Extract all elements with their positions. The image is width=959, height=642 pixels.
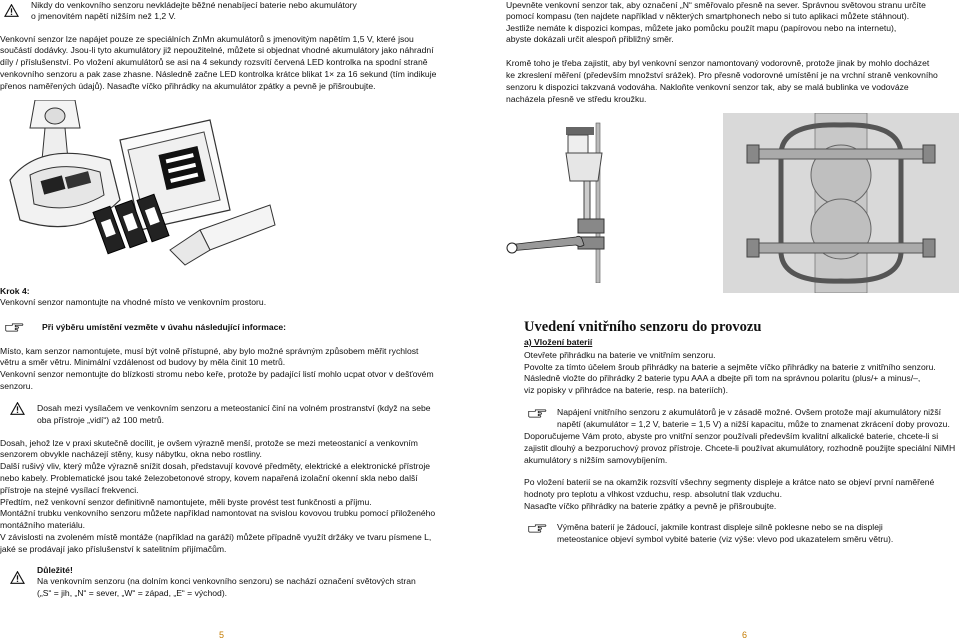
range-body-line6: Předtím, než venkovní senzor definitivně namontujete, měli byste provést test funkčnosti a příjmu. [0, 497, 372, 507]
page-number-right: 6 [742, 630, 748, 640]
recommend-line2: zajistit dlouhý a bezporuchový provoz přístroje. Chcete-li používat akumulátory, rozhodně použijte speciální NiMH [524, 443, 956, 453]
important-line1: Na venkovním senzoru (na dolním konci venkovního senzoru) se nachází označení světových stran [37, 576, 416, 586]
info-hand-icon [528, 408, 547, 419]
range-note-line2: oba přístroje „vidí“) až 100 metrů. [37, 415, 165, 425]
top-line3: Jestliže nemáte k dispozici kompas, můžete jako pomůcku použít mapu (papírovou nebo na internetu), [506, 23, 897, 33]
caption-title: Krok 4: [0, 286, 30, 296]
level-line3: senzoru k dispozici takzvaná vodováha. Nakloňte venkovní senzor tak, aby se malá bublinka ve vodováze [506, 82, 909, 92]
recommend-line3: akumulátory s nižším samovybíjením. [524, 455, 668, 465]
intro-line5: přenos naměřených údajů). Nasaďte víčko přihrádky na akumulátor zpátky a pevně je přišroubujte. [0, 81, 376, 91]
range-body-line1: Dosah, jehož lze v praxi skutečně docílit, je ovšem výrazně menší, protože se mezi meteostanicí a venkovním [0, 438, 418, 448]
replace-line1: Výměna baterií je žádoucí, jakmile kontrast displeje silně poklesne nebo se na displeji [557, 522, 883, 532]
recommend-line1: Doporučujeme Vám proto, abyste pro vnitřní senzor používali především kvalitní alkalické baterie, chcete-li si [524, 431, 939, 441]
placement-line4: senzoru. [0, 381, 33, 391]
page-right [506, 0, 959, 642]
page-left [0, 0, 458, 642]
info-hand-icon [528, 523, 547, 534]
battery-line1: Otevřete přihrádku na baterie ve vnitřním senzoru. [524, 350, 716, 360]
intro-line4: venkovního senzoru a pak zase zhasne. Následně začne LED kontrolka krátce blikat 1× za 16 sekund (tím indikuje [0, 69, 437, 79]
intro-line2: součástí dodávky. Jsou-li tyto akumulátory již nepoužitelné, můžete si objednat vhodné akumulátory jako náhradní [0, 45, 434, 55]
intro-line3: díly / příslušenství. Po vložení akumulátorů se asi na 4 sekundy rozsvítí červená LED kontrolka na spodní straně [0, 57, 428, 67]
top-line4: abyste dokázali určit alespoň přibližný směr. [506, 34, 674, 44]
bracket-detail-illustration [723, 113, 959, 293]
placement-line2: větru a směr větru. Minimální vzdálenost od budovy by měla činit 10 metrů. [0, 357, 286, 367]
important-title: Důležité! [37, 565, 73, 575]
top-line1: Upevněte venkovní senzor tak, aby označení „N“ směřovalo přesně na sever. Správnou světovou stranu určíte [506, 0, 926, 10]
caption-text: Venkovní senzor namontujte na vhodné místo ve venkovním prostoru. [0, 297, 267, 307]
warning-top-line1: Nikdy do venkovního senzoru nevkládejte běžné nenabíjecí baterie nebo akumulátory [31, 0, 357, 10]
intro-line1: Venkovní senzor lze napájet pouze ze speciálních ZnMn akumulátorů s jmenovitým napětím 1,5 V, které jsou [0, 34, 414, 44]
battery-compartment-illustration [0, 100, 280, 270]
page-number-left: 5 [219, 630, 225, 640]
level-line1: Kromě toho je třeba zajistit, aby byl venkovní senzor namontovaný vodorovně, protože jinak by mohlo docházet [506, 58, 930, 68]
display-line3: Nasaďte víčko přihrádky na baterie zpátky a pevně je přišroubujte. [524, 501, 777, 511]
battery-line2: Povolte za tímto účelem šroub přihrádky na baterie a sejměte víčko přihrádky na baterie z vnitřního senzoru. [524, 362, 936, 372]
range-body-line5: přístroje na stejné vysílací frekvenci. [0, 485, 139, 495]
sub-heading: a) Vložení baterií [524, 337, 593, 347]
range-body-line4: nebo kabely. Problematické jsou také železobetonové stropy, kovem napařená izolační okenní skla nebo další [0, 473, 418, 483]
pointing-hand-icon [5, 322, 24, 333]
battery-line3: Následně vložte do přihrádky 2 baterie typu AAA a dbejte při tom na správnou polaritu (plus/+ a minus/–, [524, 373, 921, 383]
placement-line3: Venkovní senzor nemontujte do blízkosti stromu nebo keře, protože by padající listí mohlo ucpat otvor v dešťovém [0, 369, 434, 379]
notice-heading: Při výběru umístění vezměte v úvahu následující informace: [42, 322, 287, 332]
placement-line1: Místo, kam senzor namontujete, musí být volně přístupné, aby bylo možné správným způsobem měřit rychlost [0, 346, 419, 356]
range-body-line9: V závislosti na zvoleném místě montáže (například na garáži) můžete případně využít držáky ve tvaru písmene L, [0, 532, 432, 542]
level-line4: nacházela přesně ve středu kroužku. [506, 94, 647, 104]
range-body-line7: Montážní trubku venkovního senzoru můžete například namontovat na svislou kovovou trubku pomocí přiloženého [0, 508, 436, 518]
range-body-line10: jaké se prodávají jako příslušenství k satelitním přijímačům. [0, 544, 227, 554]
rechargeable-line2: napětí (akumulátor = 1,2 V, baterie = 1,5 V) a nižší kapacitu, může to znamenat zkrácení doby provozu. [557, 419, 950, 429]
battery-line4: viz popisky v přihrádce na baterie, resp. na bateriích). [524, 385, 728, 395]
range-note-line1: Dosah mezi vysílačem ve venkovním senzoru a meteostanicí činí na volném prostranství (když na sebe [37, 403, 431, 413]
rechargeable-line1: Napájení vnitřního senzoru z akumulátorů je v zásadě možné. Ovšem protože mají akumulátory nižší [557, 407, 942, 417]
display-line2: hodnoty pro teplotu a vlhkost vzduchu, resp. absolutní tlak vzduchu. [524, 489, 782, 499]
section-heading: Uvedení vnitřního senzoru do provozu [524, 319, 762, 335]
mast-mount-illustration [506, 113, 626, 283]
important-line2: („S“ = jih, „N“ = sever, „W“ = západ, „E“ = východ). [37, 588, 228, 598]
range-body-line3: Další rušivý vliv, který může výrazně snížit dosah, představují kovové předměty, elektrické a elektronické přístroje [0, 461, 431, 471]
level-line2: ke zkreslení měření (především množství srážek). Pro přesně vodorovné umístění je na vrchní straně venkovního [506, 70, 938, 80]
replace-line2: meteostanice objeví symbol vybité baterie (viz výše: vlevo pod ukazatelem směru větru). [557, 534, 894, 544]
top-line2: pomocí kompasu (ten najdete například v některých smartphonech nebo si tuto aplikaci můžete stáhnout). [506, 11, 910, 21]
display-line1: Po vložení baterií se na okamžik rozsvítí všechny segmenty displeje a krátce nato se objeví první naměřené [524, 477, 935, 487]
range-body-line8: montážního materiálu. [0, 520, 86, 530]
warning-top-line2: o jmenovitém napětí nižším než 1,2 V. [31, 11, 176, 21]
range-body-line2: senzorem obvykle nacházejí stěny, kusy nábytku, okna nebo rostliny. [0, 449, 262, 459]
warning-triangle-icon [10, 571, 25, 584]
warning-triangle-icon [10, 402, 25, 415]
warning-triangle-icon [4, 4, 19, 17]
